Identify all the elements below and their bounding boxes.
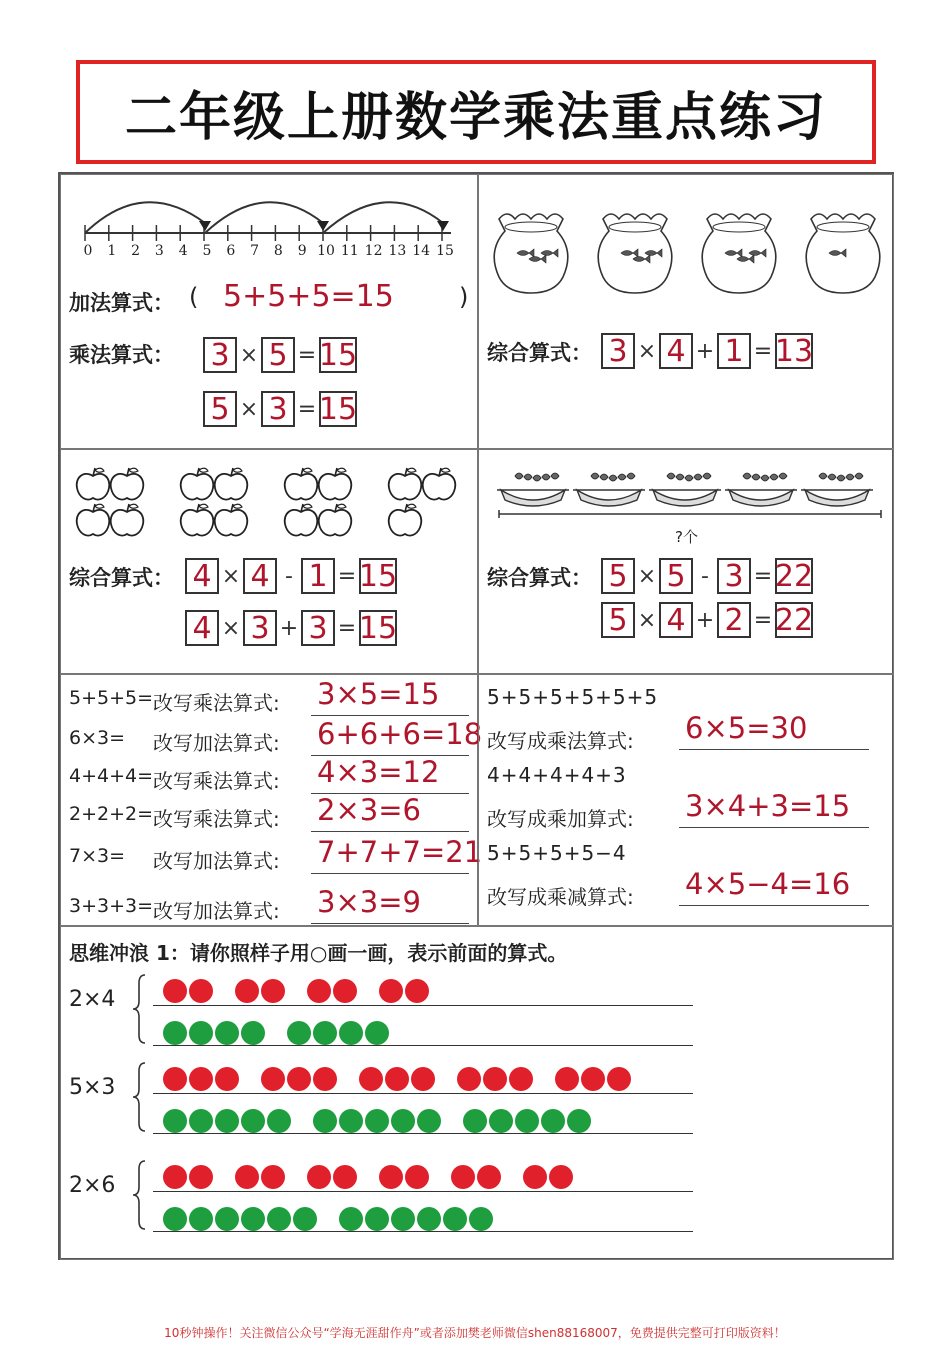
multiplication-label: 2×4 — [69, 987, 116, 1012]
circle-mark — [189, 1207, 213, 1231]
circle-mark — [581, 1067, 605, 1091]
basket-icon — [497, 473, 569, 506]
circle-mark — [339, 1207, 363, 1231]
operator: - — [701, 563, 709, 589]
brace-icon — [131, 1059, 151, 1139]
answer-line[interactable] — [311, 923, 469, 924]
answer-line[interactable] — [679, 749, 869, 750]
footer-note: 10秒钟操作！关注微信公众号“学海无涯甜作舟”或者添加樊老师微信shen88168007，免费提供完整可打印版资料！ — [164, 1326, 786, 1340]
panel-rewrite-right — [478, 674, 894, 926]
page-title: 二年级上册数学乘法重点练习 — [124, 86, 827, 148]
circle-mark — [509, 1067, 533, 1091]
tick-label: 13 — [388, 243, 407, 259]
panel-circles — [60, 926, 894, 1260]
circle-mark — [163, 1165, 187, 1189]
answer-line[interactable] — [311, 873, 469, 874]
basket-icon — [725, 473, 797, 506]
circle-mark — [417, 1109, 441, 1133]
operator: × — [239, 342, 259, 368]
equals: = — [297, 342, 317, 368]
rewrite-answer: 6+6+6=18 — [317, 717, 483, 751]
circle-mark — [359, 1067, 383, 1091]
circle-mark — [379, 1165, 403, 1189]
circle-mark — [469, 1207, 493, 1231]
close-paren: ) — [459, 283, 469, 311]
tick-label: 11 — [340, 243, 359, 259]
circle-mark — [365, 1207, 389, 1231]
circle-mark — [235, 979, 259, 1003]
answer-box[interactable]: 5 — [203, 391, 237, 427]
circle-mark — [607, 1067, 631, 1091]
drawing-line[interactable] — [153, 1093, 693, 1094]
answer-box[interactable]: 15 — [318, 337, 358, 373]
multiplication-label: 5×3 — [69, 1075, 116, 1100]
circles-heading: 思维冲浪 1：请你照样子用○画一画，表示前面的算式。 — [69, 941, 568, 965]
circle-mark — [333, 979, 357, 1003]
operator: × — [637, 338, 657, 364]
circle-mark — [163, 1067, 187, 1091]
answer-box[interactable]: 3 — [301, 610, 335, 646]
circle-mark — [391, 1207, 415, 1231]
tick-label: 2 — [131, 243, 141, 259]
apple-icon — [215, 468, 248, 500]
operator: + — [279, 615, 299, 641]
tick-label: 1 — [107, 243, 117, 259]
operator: × — [239, 396, 259, 422]
combined-label: 综合算式： — [487, 341, 592, 365]
circle-mark — [541, 1109, 565, 1133]
tick-label: 12 — [364, 243, 383, 259]
add-answer: 5+5+5=15 — [223, 279, 394, 314]
rewrite-answer: 3×5=15 — [317, 677, 440, 711]
apple-icon — [389, 468, 422, 500]
answer-box[interactable]: 5 — [659, 558, 693, 594]
operator: × — [637, 563, 657, 589]
circle-mark — [261, 1165, 285, 1189]
fish-bowl-icon — [494, 214, 568, 293]
rewrite-expression: 4+4+4= — [69, 765, 154, 787]
apples-figure — [75, 462, 475, 542]
rewrite-expression: 5+5+5+5−4 — [487, 841, 627, 865]
add-label: 加法算式： — [69, 291, 174, 315]
fish-icon — [737, 255, 754, 263]
operator: - — [285, 563, 293, 589]
answer-box[interactable]: 1 — [717, 333, 751, 369]
circle-mark — [411, 1067, 435, 1091]
drawing-line[interactable] — [153, 1133, 693, 1134]
answer-box[interactable]: 13 — [774, 333, 814, 369]
circle-mark — [451, 1165, 475, 1189]
combined-row-1 — [185, 558, 397, 594]
panel-apples — [60, 449, 478, 674]
fish-icon — [621, 249, 638, 257]
rewrite-expression: 7×3= — [69, 845, 126, 867]
circle-mark — [405, 1165, 429, 1189]
apple-icon — [319, 468, 352, 500]
circle-mark — [287, 1021, 311, 1045]
answer-box[interactable]: 15 — [358, 558, 398, 594]
circle-mark — [287, 1067, 311, 1091]
circle-mark — [417, 1207, 441, 1231]
answer-box[interactable]: 4 — [185, 610, 219, 646]
panel-rewrite-left — [60, 674, 483, 926]
equals: = — [337, 615, 357, 641]
operator: × — [221, 563, 241, 589]
circle-mark — [405, 979, 429, 1003]
answer-line[interactable] — [679, 827, 869, 828]
rewrite-task: 改写加法算式: — [153, 899, 280, 923]
fish-icon — [633, 255, 650, 263]
rewrite-task: 改写成乘减算式: — [487, 885, 634, 909]
answer-box[interactable]: 4 — [659, 602, 693, 638]
equals: = — [297, 396, 317, 422]
combined-label: 综合算式： — [487, 566, 592, 590]
fish-bowl-icon — [598, 214, 672, 293]
worksheet — [58, 172, 894, 1260]
circle-mark — [163, 1021, 187, 1045]
circle-mark — [235, 1165, 259, 1189]
circle-mark — [385, 1067, 409, 1091]
fish-icon — [529, 255, 546, 263]
apple-icon — [423, 468, 456, 500]
equals: = — [753, 563, 773, 589]
fish-icon — [829, 249, 846, 257]
panel-baskets — [478, 449, 894, 674]
circle-mark — [483, 1067, 507, 1091]
circle-mark — [241, 1207, 265, 1231]
tick-label: 8 — [273, 243, 283, 259]
rewrite-task: 改写成乘法算式: — [487, 729, 634, 753]
fish-icon — [645, 249, 662, 257]
fish-icon — [749, 249, 766, 257]
tick-label: 10 — [317, 243, 335, 259]
rewrite-task: 改写乘法算式: — [153, 691, 280, 715]
circle-mark — [261, 979, 285, 1003]
answer-line[interactable] — [679, 905, 869, 906]
answer-box[interactable]: 22 — [774, 602, 814, 638]
rewrite-expression: 4+4+4+4+3 — [487, 763, 627, 787]
circle-mark — [189, 1109, 213, 1133]
apple-icon — [111, 468, 144, 500]
equals: = — [337, 563, 357, 589]
circle-mark — [313, 1067, 337, 1091]
circle-mark — [365, 1109, 389, 1133]
circle-mark — [261, 1067, 285, 1091]
answer-box[interactable]: 5 — [261, 337, 295, 373]
open-paren: ( — [189, 283, 199, 311]
circle-mark — [189, 1021, 213, 1045]
answer-line[interactable] — [311, 715, 469, 716]
tick-label: 7 — [250, 243, 260, 259]
rewrite-answer: 7+7+7=21 — [317, 835, 483, 869]
circle-mark — [463, 1109, 487, 1133]
fish-icon — [517, 249, 534, 257]
brace-icon — [131, 971, 151, 1051]
rewrite-task: 改写乘法算式: — [153, 807, 280, 831]
answer-box[interactable]: 1 — [301, 558, 335, 594]
circle-mark — [379, 979, 403, 1003]
circle-mark — [567, 1109, 591, 1133]
circle-mark — [457, 1067, 481, 1091]
fish-bowls-figure — [489, 205, 889, 295]
answer-line[interactable] — [311, 831, 469, 832]
circle-mark — [307, 979, 331, 1003]
multiplication-label: 2×6 — [69, 1173, 116, 1198]
apple-icon — [111, 504, 144, 536]
number-line-labels — [75, 243, 475, 263]
circle-mark — [215, 1109, 239, 1133]
tick-label: 6 — [226, 243, 236, 259]
apple-icon — [319, 504, 352, 536]
combined-label: 综合算式： — [69, 566, 174, 590]
panel-fish-bowls — [478, 174, 894, 449]
tick-label: 5 — [202, 243, 212, 259]
circle-mark — [215, 1067, 239, 1091]
circle-mark — [215, 1021, 239, 1045]
basket-icon — [573, 473, 645, 506]
combined-row — [601, 333, 813, 369]
circle-mark — [443, 1207, 467, 1231]
mul-row-2 — [203, 391, 357, 427]
drawing-line[interactable] — [153, 1191, 693, 1192]
apple-icon — [285, 468, 318, 500]
rewrite-task: 改写成乘加算式: — [487, 807, 634, 831]
circle-mark — [515, 1109, 539, 1133]
rewrite-answer: 6×5=30 — [685, 711, 808, 745]
tick-label: 14 — [412, 243, 431, 259]
apple-icon — [389, 504, 422, 536]
fish-icon — [725, 249, 742, 257]
answer-box[interactable]: 5 — [601, 602, 635, 638]
circle-mark — [267, 1109, 291, 1133]
basket-icon — [801, 473, 873, 506]
rewrite-task: 改写加法算式: — [153, 731, 280, 755]
answer-box[interactable]: 4 — [659, 333, 693, 369]
combined-row-1 — [601, 558, 813, 594]
answer-box[interactable]: 4 — [243, 558, 277, 594]
rewrite-expression: 6×3= — [69, 727, 126, 749]
operator: × — [637, 607, 657, 633]
answer-box[interactable]: 3 — [243, 610, 277, 646]
rewrite-answer: 4×3=12 — [317, 755, 440, 789]
rewrite-expression: 5+5+5= — [69, 687, 154, 709]
circle-mark — [313, 1021, 337, 1045]
circle-mark — [163, 1207, 187, 1231]
circle-mark — [489, 1109, 513, 1133]
tick-label: 4 — [178, 243, 188, 259]
tick-label: 0 — [83, 243, 93, 259]
circle-mark — [333, 1165, 357, 1189]
equals: = — [753, 338, 773, 364]
rewrite-answer: 2×3=6 — [317, 793, 421, 827]
circle-mark — [241, 1021, 265, 1045]
circle-mark — [523, 1165, 547, 1189]
circle-mark — [477, 1165, 501, 1189]
circle-mark — [391, 1109, 415, 1133]
drawing-line[interactable] — [153, 1045, 693, 1046]
answer-box[interactable]: 3 — [203, 337, 237, 373]
rewrite-expression: 3+3+3= — [69, 895, 154, 917]
equals: = — [753, 607, 773, 633]
answer-box[interactable]: 15 — [358, 610, 398, 646]
drawing-line[interactable] — [153, 1005, 693, 1006]
combined-row-2 — [185, 610, 397, 646]
tick-label: 9 — [297, 243, 307, 259]
title-box — [76, 60, 876, 164]
rewrite-task: 改写加法算式: — [153, 849, 280, 873]
operator: + — [695, 607, 715, 633]
panel-number-line — [60, 174, 478, 449]
circle-mark — [313, 1109, 337, 1133]
circle-mark — [189, 1067, 213, 1091]
circle-mark — [215, 1207, 239, 1231]
answer-box[interactable]: 3 — [601, 333, 635, 369]
circle-mark — [163, 1109, 187, 1133]
answer-box[interactable]: 3 — [717, 558, 751, 594]
basket-icon — [649, 473, 721, 506]
circle-mark — [339, 1021, 363, 1045]
circle-mark — [267, 1207, 291, 1231]
tick-label: 15 — [436, 243, 454, 259]
drawing-line[interactable] — [153, 1231, 693, 1232]
apple-icon — [77, 504, 110, 536]
circle-mark — [189, 979, 213, 1003]
apple-icon — [215, 504, 248, 536]
rewrite-expression: 2+2+2= — [69, 803, 154, 825]
mul-label: 乘法算式： — [69, 343, 174, 367]
mul-row-1 — [203, 337, 357, 373]
brace-icon — [131, 1157, 151, 1237]
rewrite-task: 改写乘法算式: — [153, 769, 280, 793]
answer-box[interactable]: 15 — [318, 391, 358, 427]
operator: × — [221, 615, 241, 641]
fish-bowl-icon — [806, 214, 880, 293]
circle-mark — [555, 1067, 579, 1091]
apple-icon — [285, 504, 318, 536]
circle-mark — [293, 1207, 317, 1231]
rewrite-answer: 3×3=9 — [317, 885, 421, 919]
answer-box[interactable]: 22 — [774, 558, 814, 594]
answer-box[interactable]: 5 — [601, 558, 635, 594]
tick-label: 3 — [154, 243, 164, 259]
rewrite-answer: 3×4+3=15 — [685, 789, 851, 823]
answer-box[interactable]: 4 — [185, 558, 219, 594]
circle-mark — [241, 1109, 265, 1133]
circle-mark — [365, 1021, 389, 1045]
rewrite-answer: 4×5−4=16 — [685, 867, 851, 901]
circle-mark — [549, 1165, 573, 1189]
circle-mark — [307, 1165, 331, 1189]
answer-box[interactable]: 3 — [261, 391, 295, 427]
circle-mark — [339, 1109, 363, 1133]
circle-mark — [189, 1165, 213, 1189]
fish-bowl-icon — [702, 214, 776, 293]
combined-row-2 — [601, 602, 813, 638]
apple-icon — [181, 468, 214, 500]
operator: + — [695, 338, 715, 364]
apple-icon — [77, 468, 110, 500]
answer-box[interactable]: 2 — [717, 602, 751, 638]
circle-mark — [163, 979, 187, 1003]
fish-icon — [541, 249, 558, 257]
question-label: ?个 — [675, 528, 698, 546]
rewrite-expression: 5+5+5+5+5+5 — [487, 685, 659, 709]
apple-icon — [181, 504, 214, 536]
